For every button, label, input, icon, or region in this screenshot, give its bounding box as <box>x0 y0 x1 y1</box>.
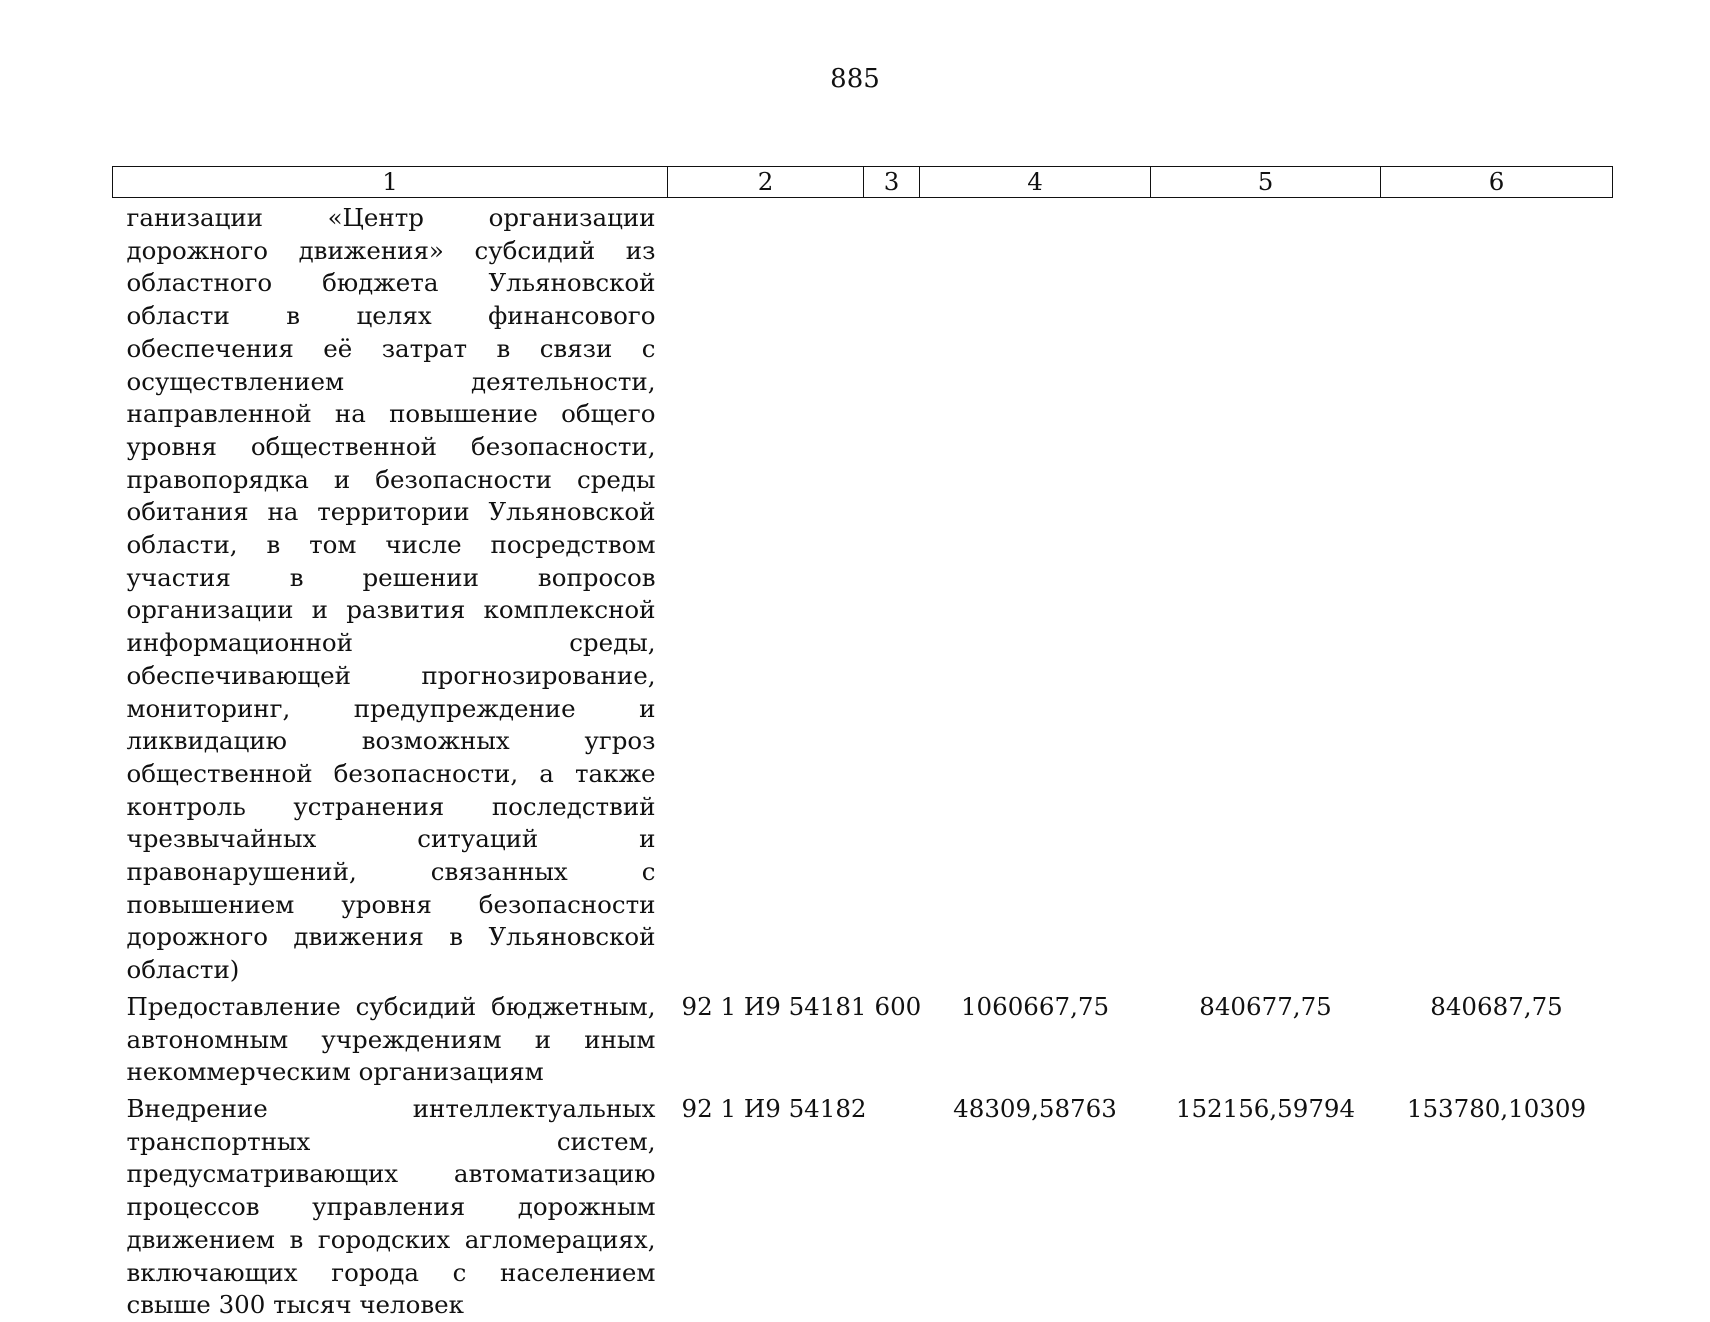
row-value-4: 48309,58763 <box>953 1093 1117 1123</box>
row-value-4 <box>920 198 1151 987</box>
row-description: Предоставление субсидий бюджетным, автономным учреждениям и иным некоммерческим организациям <box>126 991 656 1087</box>
row-value-6: 840687,75 <box>1430 991 1563 1021</box>
row-value-5: 840677,75 <box>1199 991 1332 1021</box>
column-header-4: 4 <box>920 167 1151 198</box>
row-code: 92 1 И9 54181 <box>681 991 867 1021</box>
table-header <box>113 167 1613 198</box>
row-code: 92 1 И9 54182 <box>681 1093 867 1123</box>
table-row <box>113 198 1613 987</box>
row-code <box>668 198 864 987</box>
row-value-6: 153780,10309 <box>1406 1093 1587 1123</box>
column-header-2: 2 <box>668 167 864 198</box>
page-number: 885 <box>830 64 880 94</box>
column-header-5: 5 <box>1151 167 1381 198</box>
row-value-5: 152156,59794 <box>1175 1093 1356 1123</box>
row-expense-type: 600 <box>874 991 922 1021</box>
row-expense-type <box>864 1089 920 1322</box>
row-value-4: 1060667,75 <box>960 991 1110 1021</box>
row-value-6 <box>1381 198 1613 987</box>
column-header-1: 1 <box>113 167 668 198</box>
row-description: Внедрение интеллектуальных транспортных систем, предусматривающих автоматизацию процессов управления дорожным движением в городских агломерациях, включающих города с населением свыше 300 тысяч человек <box>126 1093 656 1320</box>
table-row <box>113 987 1613 1089</box>
table-row <box>113 1089 1613 1322</box>
column-header-6: 6 <box>1381 167 1613 198</box>
row-value-5 <box>1151 198 1381 987</box>
column-header-3: 3 <box>864 167 920 198</box>
row-description: ганизации «Центр организации дорожного движения» субсидий из областного бюджета Ульяновской области в целях финансового обеспечения её затрат в связи с осуществлением деятельности, направленной на повышение общего уровня общественной безопасности, правопорядка и безопасности среды обитания на территории Ульяновской области, в том числе посредством участия в решении вопросов организации и развития комплексной информационной среды, обеспечивающей прогнозирование, мониторинг, предупреждение и ликвидацию возможных угроз общественной безопасности, а также контроль устранения последствий чрезвычайных ситуаций и правонарушений, связанных с повышением уровня безопасности дорожного движения в Ульяновской области) <box>126 203 656 985</box>
row-expense-type <box>864 198 920 987</box>
budget-table <box>112 166 1613 1322</box>
